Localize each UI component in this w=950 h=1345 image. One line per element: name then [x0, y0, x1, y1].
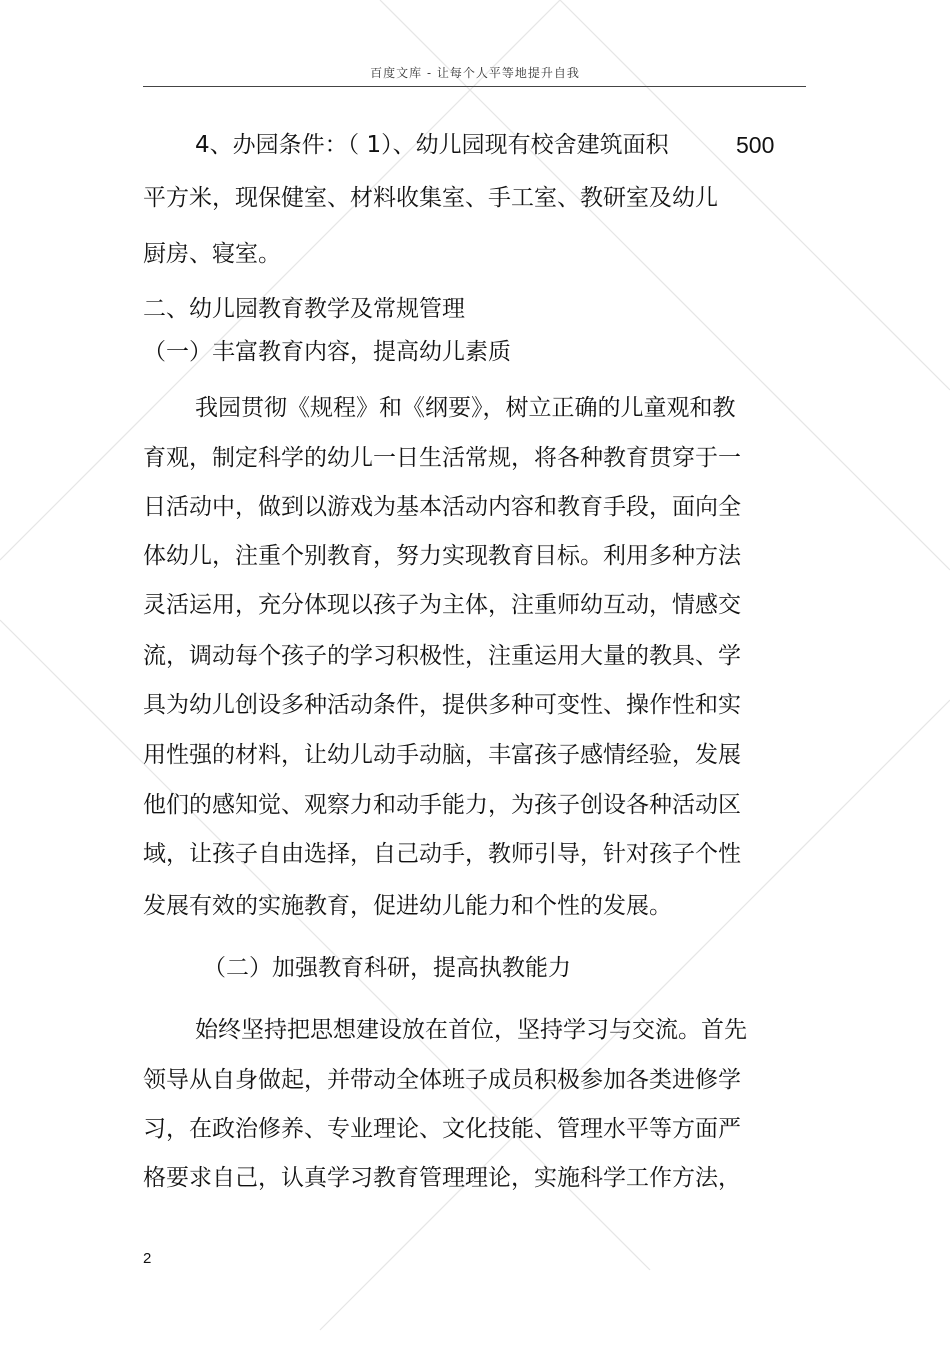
para1-line: 育观，制定科学的幼儿一日生活常规，将各种教育贯穿于一: [143, 445, 741, 471]
para1-line: 具为幼儿创设多种活动条件，提供多种可变性、操作性和实: [143, 692, 741, 718]
para1-line: 我园贯彻《规程》和《纲要》，树立正确的儿童观和教: [195, 395, 736, 421]
page-header: 百度文库 - 让每个人平等地提升自我: [370, 66, 580, 80]
section4-line2: 平方米，现保健室、材料收集室、手工室、教研室及幼儿: [143, 185, 718, 211]
para1-line: 他们的感知觉、观察力和动手能力，为孩子创设各种活动区: [143, 792, 741, 818]
area-value: 500: [736, 132, 775, 158]
subheading-1: （一）丰富教育内容，提高幼儿素质: [143, 339, 511, 365]
para1-line: 灵活运用，充分体现以孩子为主体，注重师幼互动，情感交: [143, 592, 741, 618]
subheading-2: （二）加强教育科研，提高执教能力: [203, 955, 571, 981]
para2-line: 领导从自身做起，并带动全体班子成员积极参加各类进修学: [143, 1067, 741, 1093]
para2-line: 习，在政治修养、专业理论、文化技能、管理水平等方面严: [143, 1116, 741, 1142]
para1-line: 体幼儿，注重个别教育，努力实现教育目标。利用多种方法: [143, 543, 741, 569]
para1-line: 日活动中，做到以游戏为基本活动内容和教育手段，面向全: [143, 494, 741, 520]
section-heading-2: 二、幼儿园教育教学及常规管理: [143, 296, 465, 322]
para1-line: 用性强的材料，让幼儿动手动脑，丰富孩子感情经验，发展: [143, 742, 741, 768]
header-divider: [143, 86, 806, 87]
section4-line3: 厨房、寝室。: [143, 241, 281, 267]
para1-line: 域，让孩子自由选择，自己动手，教师引导，针对孩子个性: [143, 841, 741, 867]
watermark-line: [0, 0, 560, 560]
para2-line: 始终坚持把思想建设放在首位，坚持学习与交流。首先: [195, 1017, 747, 1043]
para2-line: 格要求自己，认真学习教育管理理论，实施科学工作方法，: [143, 1165, 741, 1191]
page-number: 2: [143, 1250, 152, 1267]
section4-line1: 4、办园条件：（ 1）、幼儿园现有校舍建筑面积: [195, 132, 669, 158]
para1-line: 发展有效的实施教育，促进幼儿能力和个性的发展。: [143, 893, 672, 919]
para1-line: 流，调动每个孩子的学习积极性，注重运用大量的教具、学: [143, 643, 741, 669]
